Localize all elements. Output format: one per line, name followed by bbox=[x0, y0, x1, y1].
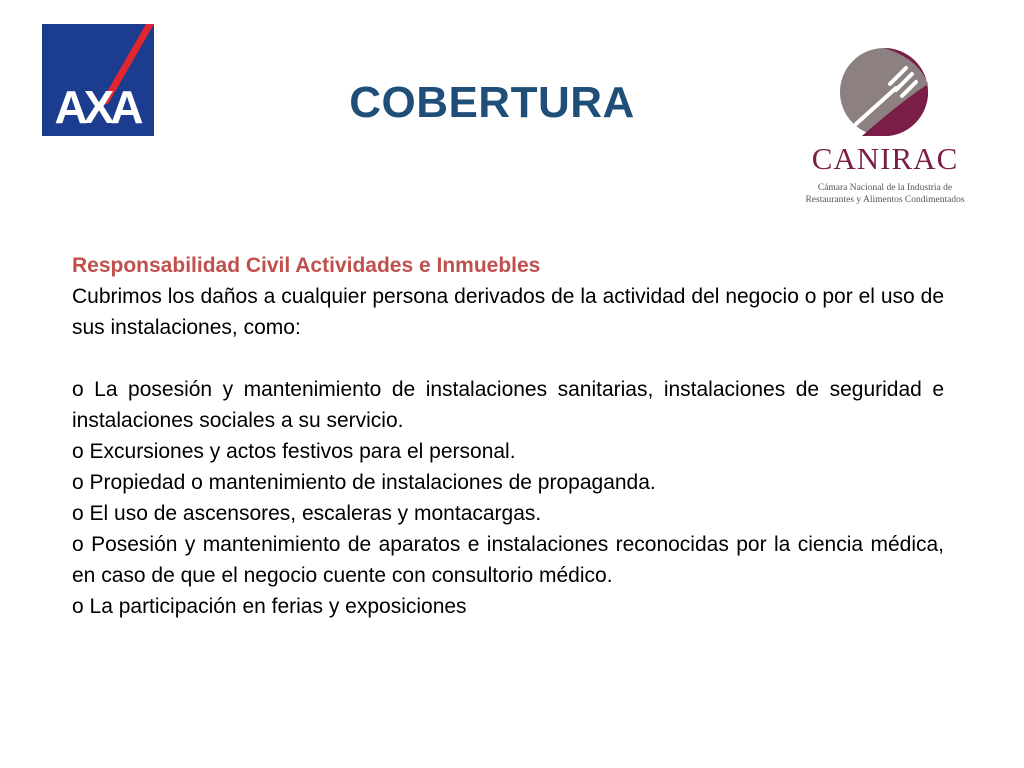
page-title: COBERTURA bbox=[349, 78, 635, 127]
list-item: o El uso de ascensores, escaleras y montacargas. bbox=[72, 502, 542, 525]
list-item: o La posesión y mantenimiento de instalaciones sanitarias, instalaciones de seguridad e instalaciones sociales a su servicio. bbox=[72, 378, 944, 432]
spacer bbox=[72, 343, 944, 374]
canirac-subtitle-line2: Restaurantes y Alimentos Condimentados bbox=[805, 195, 965, 205]
canirac-subtitle-line1: Cámara Nacional de la Industria de bbox=[817, 183, 953, 193]
list-item: o Posesión y mantenimiento de aparatos e instalaciones reconocidas por la ciencia médica, en caso de que el negocio cuente con consultorio médico. bbox=[72, 533, 944, 587]
list-item: o Excursiones y actos festivos para el personal. bbox=[72, 440, 516, 463]
list-item: o Propiedad o mantenimiento de instalaciones de propaganda. bbox=[72, 471, 656, 494]
canirac-name: CANIRAC bbox=[811, 141, 959, 176]
slide-content bbox=[72, 250, 944, 622]
section-heading: Responsabilidad Civil Actividades e Inmuebles bbox=[72, 254, 541, 277]
axa-logo-text: AXA bbox=[54, 81, 140, 133]
list-item: o La participación en ferias y exposiciones bbox=[72, 595, 467, 618]
canirac-logo bbox=[778, 44, 992, 208]
intro-paragraph: Cubrimos los daños a cualquier persona derivados de la actividad del negocio o por el uso de sus instalaciones, como: bbox=[72, 285, 944, 339]
